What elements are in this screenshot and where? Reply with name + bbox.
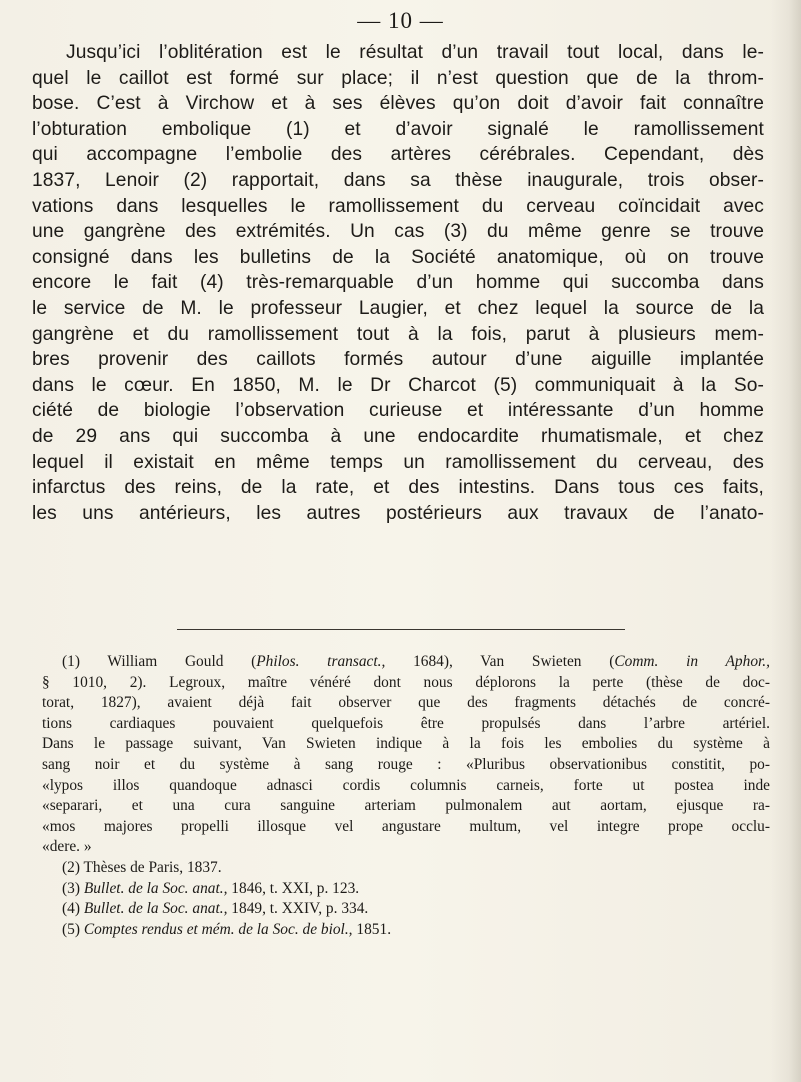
body-line: infarctus des reins, de la rate, et des intestins. Dans tous ces faits, [32, 477, 764, 499]
footnote-1-line: tions cardiaques pouvaient quelquefois être propulsés dans l’arbre artériel. [42, 714, 770, 732]
footnote-1-line: «mos majores propelli illosque vel angustare multum, vel integre prope occlu- [42, 817, 770, 835]
body-line: de 29 ans qui succomba à une endocardite rhumatismale, et chez [32, 425, 764, 447]
footnotes [42, 652, 770, 940]
footnote-2: (2) Thèses de Paris, 1837. [62, 858, 222, 876]
footnote-1-line: sang noir et du système à sang rouge : «Pluribus observationibus constitit, po- [42, 755, 770, 773]
main-text [32, 40, 764, 526]
body-line: dans le cœur. En 1850, M. le Dr Charcot (5) communiquait à la So- [32, 374, 764, 396]
page-number-header: — 10 — [357, 8, 444, 33]
body-line: consigné dans les bulletins de la Société anatomique, où on trouve [32, 246, 764, 268]
body-line: l’obturation embolique (1) et d’avoir signalé le ramollissement [32, 118, 764, 140]
body-line: gangrène et du ramollissement tout à la fois, parut à plusieurs mem- [32, 323, 764, 345]
body-line: encore le fait (4) très-remarquable d’un homme qui succomba dans [32, 272, 764, 294]
body-line: bres provenir des caillots formés autour d’une aiguille implantée [32, 349, 764, 371]
body-line: ciété de biologie l’observation curieuse et intéressante d’un homme [32, 400, 764, 422]
footnote-1-line: § 1010, 2). Legroux, maître vénéré dont nous déplorons la perte (thèse de doc- [42, 673, 770, 691]
footnote-3: (3) Bullet. de la Soc. anat., 1846, t. XXI, p. 123. [62, 879, 360, 897]
body-line: le service de M. le professeur Laugier, et chez lequel la source de la [32, 297, 764, 319]
footnote-4: (4) Bullet. de la Soc. anat., 1849, t. XXIV, p. 334. [62, 900, 369, 918]
footnote-1-line: «dere. » [42, 838, 92, 856]
footnote-divider [177, 629, 625, 630]
footnote-1-line: torat, 1827), avaient déjà fait observer que des fragments détachés de concré- [42, 694, 770, 712]
footnote-5: (5) Comptes rendus et mém. de la Soc. de biol., 1851. [62, 920, 392, 938]
body-line: qui accompagne l’embolie des artères cérébrales. Cependant, dès [32, 144, 764, 166]
body-line: quel le caillot est formé sur place; il n’est question que de la throm- [32, 67, 764, 89]
footnote-1-line: «lypos illos quandoque adnasci cordis columnis carneis, forte ut postea inde [42, 776, 770, 794]
footnote-1-first-line: (1) William Gould (Philos. transact., 1684), Van Swieten (Comm. in Aphor., [62, 653, 770, 670]
body-line: 1837, Lenoir (2) rapportait, dans sa thèse inaugurale, trois obser- [32, 169, 764, 191]
footnote-1-line: «separari, et una cura sanguine arteriam pulmonalem aut aortam, ejusque ra- [42, 797, 770, 815]
body-line: lequel il existait en même temps un ramollissement du cerveau, des [32, 451, 764, 473]
body-line: les uns antérieurs, les autres postérieurs aux travaux de l’anato- [32, 502, 764, 524]
body-line: une gangrène des extrémités. Un cas (3) du même genre se trouve [32, 221, 764, 243]
footnote-1-line: Dans le passage suivant, Van Swieten indique à la fois les embolies du système à [42, 735, 770, 753]
body-line: vations dans lesquelles le ramollissement du cerveau coïncidait avec [32, 195, 764, 217]
page-edge-shadow [771, 0, 801, 1082]
body-line: Jusqu’ici l’oblitération est le résultat d’un travail tout local, dans le- [66, 42, 764, 63]
body-line: bose. C’est à Virchow et à ses élèves qu’on doit d’avoir fait connaître [32, 93, 764, 115]
